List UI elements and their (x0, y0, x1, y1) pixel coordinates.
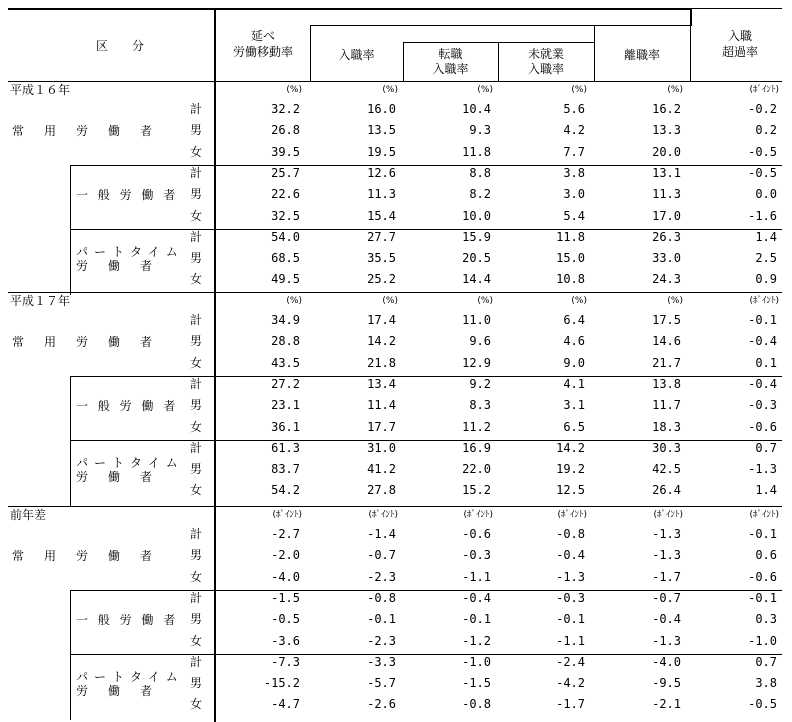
sub-label: 男 (190, 548, 203, 563)
group-label: 常 用 労 働 者 (12, 335, 157, 350)
cell-value: -1.0 (748, 633, 777, 648)
cell-value: -5.7 (367, 676, 396, 691)
cell-value: -1.1 (556, 633, 585, 648)
cell-value: 17.7 (367, 419, 396, 434)
cell-value: 11.4 (367, 398, 396, 413)
unit-label: (%) (382, 296, 398, 306)
cell-value: 35.5 (367, 251, 396, 266)
cell-value: 3.0 (563, 187, 585, 202)
cell-value: 49.5 (271, 272, 300, 287)
unit-label: (%) (667, 85, 683, 95)
cell-value: -0.5 (748, 144, 777, 159)
cell-value: -1.4 (367, 527, 396, 541)
label-data-divider (214, 81, 216, 722)
cell-value: -4.0 (271, 569, 300, 584)
cell-value: 9.3 (469, 123, 491, 138)
cell-value: 19.5 (367, 144, 396, 159)
group-label: 常 用 労 働 者 (12, 549, 157, 564)
cell-value: 14.6 (652, 334, 681, 349)
header-nyushoku: 入職率 (338, 48, 375, 62)
group-label: 一 般 労 働 者 (76, 399, 179, 414)
sub-label: 男 (190, 612, 203, 627)
cell-value: -0.4 (748, 376, 777, 391)
cell-value: -0.5 (748, 165, 777, 180)
cell-value: 21.8 (367, 355, 396, 370)
group-left-rule (70, 654, 71, 720)
header-nobe-line1: 延べ (250, 29, 275, 43)
cell-value: -15.2 (263, 676, 300, 691)
cell-value: 16.9 (462, 440, 491, 455)
cell-value: 9.2 (469, 376, 491, 391)
cell-value: -0.1 (367, 612, 396, 627)
cell-value: 19.2 (556, 462, 585, 477)
cell-value: 27.8 (367, 483, 396, 498)
header-bottom-rule (8, 81, 782, 82)
cell-value: 17.4 (367, 313, 396, 327)
sub-label: 男 (190, 462, 203, 477)
unit-label: (%) (667, 296, 683, 306)
header-rishoku: 離職率 (623, 48, 660, 62)
sub-label: 女 (190, 272, 203, 287)
cell-value: 61.3 (271, 440, 300, 455)
sub-label: 計 (190, 527, 203, 541)
cell-value: -4.7 (271, 697, 300, 712)
cell-value: 27.2 (271, 376, 300, 391)
header-tenshoku-line1: 転職 (438, 47, 463, 61)
cell-value: 23.1 (271, 398, 300, 413)
cell-value: 9.0 (563, 355, 585, 370)
cell-value: 42.5 (652, 462, 681, 477)
group-left-rule (70, 376, 71, 442)
cell-value: -1.5 (271, 590, 300, 605)
cell-value: -7.3 (271, 654, 300, 669)
cell-value: 27.7 (367, 229, 396, 244)
cell-value: 22.6 (271, 187, 300, 202)
cell-value: 0.6 (755, 548, 777, 563)
unit-label: (%) (286, 296, 302, 306)
cell-value: 6.5 (563, 419, 585, 434)
unit-label: (ﾎﾟｲﾝﾄ) (749, 85, 779, 95)
cell-value: 28.8 (271, 334, 300, 349)
cell-value: 24.3 (652, 272, 681, 287)
cell-value: 1.4 (755, 229, 777, 244)
sub-label: 計 (190, 229, 203, 244)
cell-value: 17.5 (652, 313, 681, 327)
cell-value: 11.8 (556, 229, 585, 244)
sub-label: 男 (190, 123, 203, 138)
header-mishugyo-left (498, 42, 499, 81)
cell-value: -4.2 (556, 676, 585, 691)
cell-value: -0.1 (748, 527, 777, 541)
header-kubun-right-border (214, 8, 216, 81)
cell-value: -2.3 (367, 569, 396, 584)
cell-value: 7.7 (563, 144, 585, 159)
cell-value: -0.7 (652, 590, 681, 605)
sub-label: 計 (190, 313, 203, 327)
sub-label: 計 (190, 440, 203, 455)
cell-value: 11.7 (652, 398, 681, 413)
cell-value: 11.3 (652, 187, 681, 202)
header-mid-rule (310, 25, 692, 26)
cell-value: 54.2 (271, 483, 300, 498)
header-inner-right-rule (690, 8, 692, 26)
cell-value: -0.1 (748, 313, 777, 327)
cell-value: -2.7 (271, 527, 300, 541)
cell-value: -0.3 (462, 548, 491, 563)
cell-value: 13.3 (652, 123, 681, 138)
header-mishugyo-line1: 未就業 (527, 47, 564, 61)
cell-value: 3.8 (755, 676, 777, 691)
cell-value: -0.8 (462, 697, 491, 712)
cell-value: 15.4 (367, 208, 396, 223)
cell-value: -0.1 (556, 612, 585, 627)
cell-value: -1.7 (652, 569, 681, 584)
cell-value: 3.8 (563, 165, 585, 180)
cell-value: 11.8 (462, 144, 491, 159)
sub-label: 女 (190, 633, 203, 648)
cell-value: -0.7 (367, 548, 396, 563)
cell-value: 13.5 (367, 123, 396, 138)
cell-value: -3.6 (271, 633, 300, 648)
unit-label: (%) (571, 296, 587, 306)
cell-value: 33.0 (652, 251, 681, 266)
unit-label: (%) (382, 85, 398, 95)
cell-value: 0.3 (755, 612, 777, 627)
group-label-line2: 労 働 者 (76, 469, 157, 484)
cell-value: -0.1 (462, 612, 491, 627)
group-left-rule (70, 229, 71, 295)
cell-value: 12.5 (556, 483, 585, 498)
cell-value: -3.3 (367, 654, 396, 669)
group-left-rule (70, 440, 71, 506)
cell-value: -1.3 (748, 462, 777, 477)
cell-value: 8.8 (469, 165, 491, 180)
cell-value: 3.1 (563, 398, 585, 413)
header-top-rule (8, 8, 690, 10)
cell-value: 54.0 (271, 229, 300, 244)
header-chouka-line2: 超過率 (721, 45, 758, 59)
cell-value: -1.5 (462, 676, 491, 691)
cell-value: -9.5 (652, 676, 681, 691)
unit-label: (ﾎﾟｲﾝﾄ) (557, 510, 587, 520)
cell-value: 83.7 (271, 462, 300, 477)
cell-value: 18.3 (652, 419, 681, 434)
section-title: 平成１６年 (10, 83, 71, 97)
cell-value: -1.3 (556, 569, 585, 584)
cell-value: 5.6 (563, 102, 585, 116)
sub-label: 計 (190, 376, 203, 391)
header-chouka-line1: 入職 (727, 29, 752, 43)
sub-label: 女 (190, 697, 203, 712)
unit-label: (ﾎﾟｲﾝﾄ) (463, 510, 493, 520)
unit-label: (%) (477, 85, 493, 95)
cell-value: 22.0 (462, 462, 491, 477)
cell-value: 14.2 (367, 334, 396, 349)
cell-value: 31.0 (367, 440, 396, 455)
sub-label: 女 (190, 419, 203, 434)
cell-value: -0.6 (748, 419, 777, 434)
cell-value: 41.2 (367, 462, 396, 477)
cell-value: -0.5 (748, 697, 777, 712)
cell-value: 15.0 (556, 251, 585, 266)
cell-value: 9.6 (469, 334, 491, 349)
cell-value: -2.1 (652, 697, 681, 712)
sub-label: 女 (190, 355, 203, 370)
cell-value: 6.4 (563, 313, 585, 327)
section-rule-2 (8, 506, 782, 507)
cell-value: 15.9 (462, 229, 491, 244)
cell-value: 16.0 (367, 102, 396, 116)
cell-value: 12.9 (462, 355, 491, 370)
cell-value: -0.6 (748, 569, 777, 584)
cell-value: 12.6 (367, 165, 396, 180)
cell-value: 20.0 (652, 144, 681, 159)
cell-value: -1.7 (556, 697, 585, 712)
cell-value: -0.8 (556, 527, 585, 541)
cell-value: 11.0 (462, 313, 491, 327)
cell-value: -1.1 (462, 569, 491, 584)
cell-value: 43.5 (271, 355, 300, 370)
sub-label: 男 (190, 398, 203, 413)
cell-value: 17.0 (652, 208, 681, 223)
unit-label: (ﾎﾟｲﾝﾄ) (653, 510, 683, 520)
header-kubun: 区 分 (95, 39, 144, 53)
cell-value: 26.3 (652, 229, 681, 244)
cell-value: -0.2 (748, 102, 777, 116)
group-label: 一 般 労 働 者 (76, 613, 179, 628)
sub-label: 女 (190, 569, 203, 584)
cell-value: -1.6 (748, 208, 777, 223)
cell-value: -1.0 (462, 654, 491, 669)
cell-value: 36.1 (271, 419, 300, 434)
cell-value: 39.5 (271, 144, 300, 159)
cell-value: 11.3 (367, 187, 396, 202)
cell-value: -0.4 (748, 334, 777, 349)
cell-value: 32.5 (271, 208, 300, 223)
cell-value: 13.8 (652, 376, 681, 391)
cell-value: 16.2 (652, 102, 681, 116)
section-title: 前年差 (10, 508, 47, 522)
cell-value: 8.3 (469, 398, 491, 413)
cell-value: -1.3 (652, 633, 681, 648)
group-label: 一 般 労 働 者 (76, 188, 179, 203)
cell-value: 14.4 (462, 272, 491, 287)
cell-value: 30.3 (652, 440, 681, 455)
group-label-line1: パートタイム (76, 669, 184, 684)
cell-value: -4.0 (652, 654, 681, 669)
unit-label: (ﾎﾟｲﾝﾄ) (749, 510, 779, 520)
cell-value: 10.4 (462, 102, 491, 116)
cell-value: 1.4 (755, 483, 777, 498)
cell-value: -2.0 (271, 548, 300, 563)
cell-value: -0.4 (652, 612, 681, 627)
header-tenshoku-line2: 入職率 (432, 62, 469, 76)
cell-value: 14.2 (556, 440, 585, 455)
sub-label: 男 (190, 251, 203, 266)
cell-value: 13.4 (367, 376, 396, 391)
cell-value: -0.4 (556, 548, 585, 563)
cell-value: 0.7 (755, 440, 777, 455)
cell-value: 25.7 (271, 165, 300, 180)
cell-value: -2.4 (556, 654, 585, 669)
cell-value: 2.5 (755, 251, 777, 266)
sub-label: 男 (190, 187, 203, 202)
cell-value: 11.2 (462, 419, 491, 434)
cell-value: 26.4 (652, 483, 681, 498)
cell-value: 13.1 (652, 165, 681, 180)
sub-label: 男 (190, 676, 203, 691)
cell-value: 26.8 (271, 123, 300, 138)
cell-value: 34.9 (271, 313, 300, 327)
cell-value: 25.2 (367, 272, 396, 287)
sub-label: 女 (190, 208, 203, 223)
cell-value: -0.8 (367, 590, 396, 605)
cell-value: -0.5 (271, 612, 300, 627)
group-label-line1: パートタイム (76, 455, 184, 470)
header-mishugyo-line2: 入職率 (527, 62, 564, 76)
group-label: 常 用 労 働 者 (12, 124, 157, 139)
cell-value: 0.9 (755, 272, 777, 287)
cell-value: 15.2 (462, 483, 491, 498)
sub-label: 女 (190, 144, 203, 159)
sub-label: 男 (190, 334, 203, 349)
cell-value: 10.8 (556, 272, 585, 287)
group-label-line1: パートタイム (76, 244, 184, 259)
group-left-rule (70, 165, 71, 231)
header-rishoku-left (594, 25, 595, 81)
cell-value: -1.2 (462, 633, 491, 648)
cell-value: -0.6 (462, 527, 491, 541)
cell-value: -0.3 (748, 398, 777, 413)
sub-label: 計 (190, 165, 203, 180)
sub-label: 計 (190, 590, 203, 605)
header-nobe-line2: 労働移動率 (232, 45, 293, 59)
cell-value: -0.1 (748, 590, 777, 605)
unit-label: (%) (286, 85, 302, 95)
section-rule-1 (8, 292, 782, 293)
cell-value: 5.4 (563, 208, 585, 223)
unit-label: (ﾎﾟｲﾝﾄ) (749, 296, 779, 306)
sub-label: 計 (190, 102, 203, 116)
header-tenshoku-left (403, 42, 404, 81)
unit-label: (ﾎﾟｲﾝﾄ) (368, 510, 398, 520)
cell-value: 0.0 (755, 187, 777, 202)
sub-label: 女 (190, 483, 203, 498)
unit-label: (%) (477, 296, 493, 306)
cell-value: 4.6 (563, 334, 585, 349)
header-top-rule-right (690, 8, 782, 9)
cell-value: 0.7 (755, 654, 777, 669)
cell-value: 21.7 (652, 355, 681, 370)
unit-label: (ﾎﾟｲﾝﾄ) (272, 510, 302, 520)
header-chouka-left (690, 25, 691, 81)
cell-value: 20.5 (462, 251, 491, 266)
cell-value: 4.1 (563, 376, 585, 391)
cell-value: 0.1 (755, 355, 777, 370)
cell-value: 8.2 (469, 187, 491, 202)
header-nyushoku-left (310, 25, 311, 81)
cell-value: -0.4 (462, 590, 491, 605)
cell-value: -2.6 (367, 697, 396, 712)
section-title: 平成１７年 (10, 294, 71, 308)
cell-value: -1.3 (652, 548, 681, 563)
cell-value: 10.0 (462, 208, 491, 223)
cell-value: 32.2 (271, 102, 300, 116)
cell-value: -1.3 (652, 527, 681, 541)
cell-value: 4.2 (563, 123, 585, 138)
group-label-line2: 労 働 者 (76, 683, 157, 698)
sub-label: 計 (190, 654, 203, 669)
cell-value: 68.5 (271, 251, 300, 266)
group-left-rule (70, 590, 71, 656)
group-label-line2: 労 働 者 (76, 258, 157, 273)
cell-value: 0.2 (755, 123, 777, 138)
cell-value: -0.3 (556, 590, 585, 605)
cell-value: -2.3 (367, 633, 396, 648)
unit-label: (%) (571, 85, 587, 95)
